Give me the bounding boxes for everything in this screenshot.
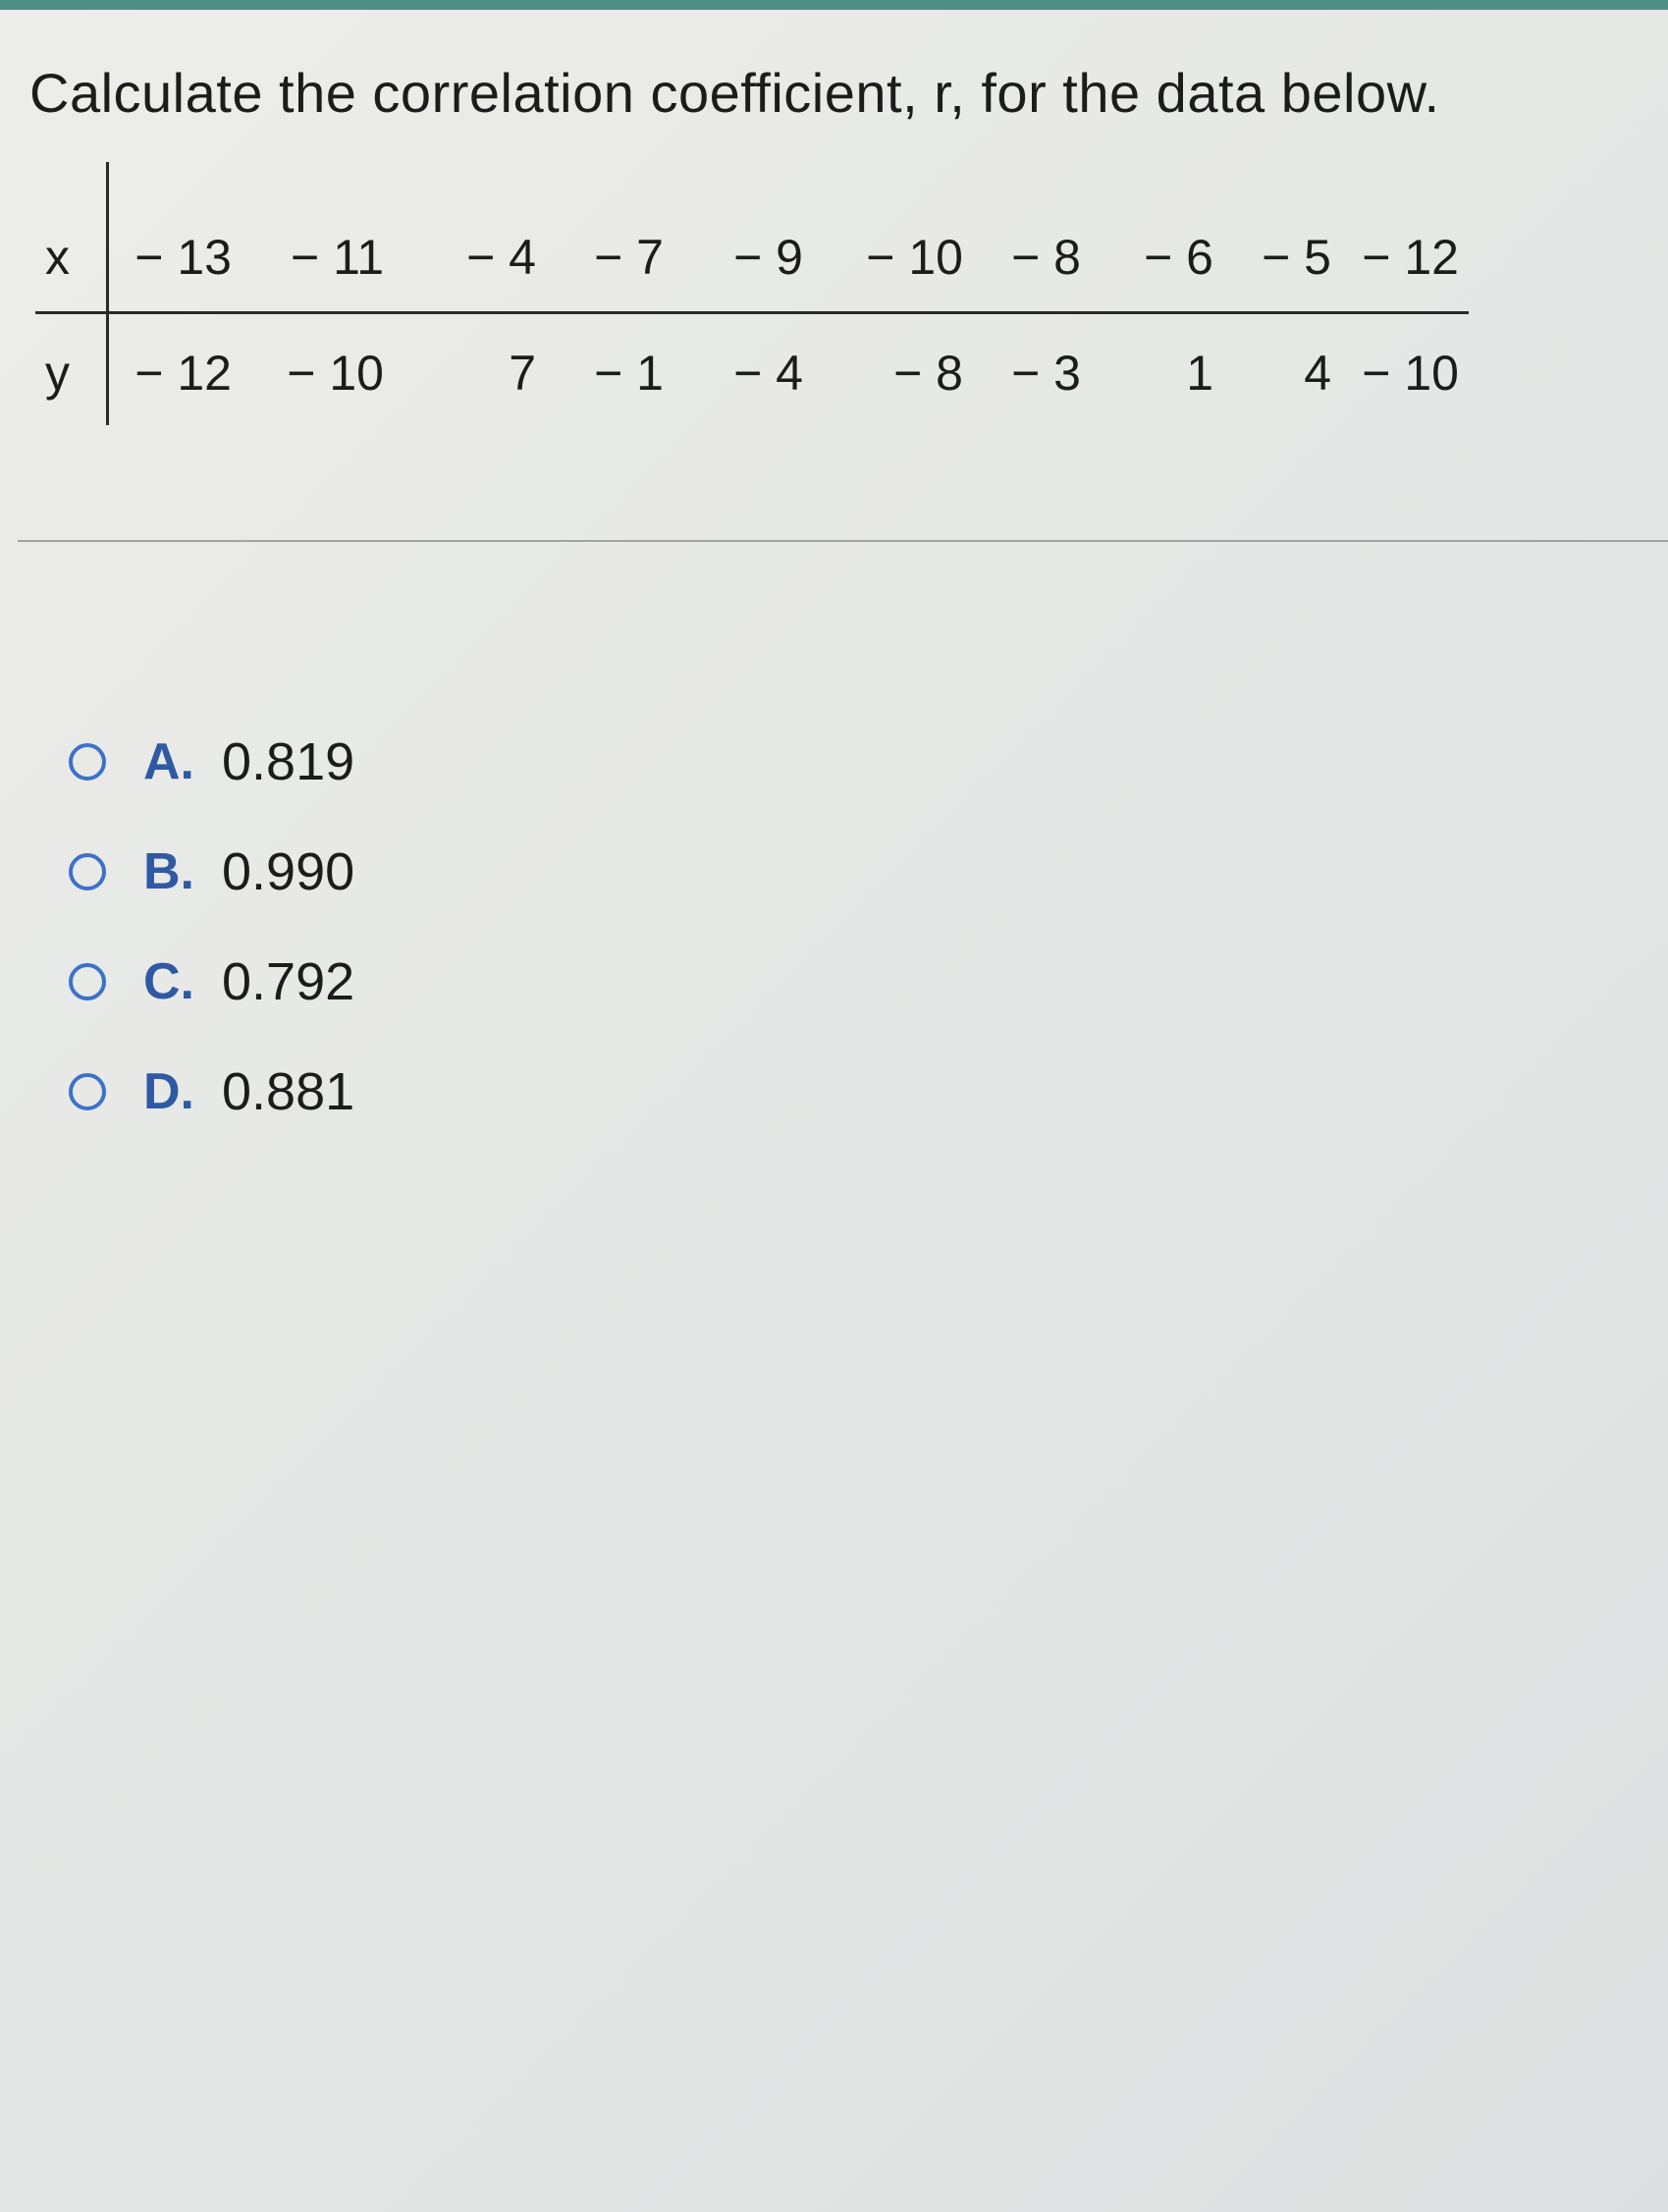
table-horizontal-rule xyxy=(35,311,1469,314)
y-cell: − 4 xyxy=(733,346,803,401)
x-cell: − 7 xyxy=(594,230,664,285)
section-divider xyxy=(18,540,1668,542)
x-cell: − 12 xyxy=(1362,230,1459,285)
x-label: x xyxy=(45,230,70,285)
x-cell: − 9 xyxy=(733,230,803,285)
option-letter: B. xyxy=(143,843,194,900)
option-a[interactable] xyxy=(69,707,354,817)
x-cell: − 6 xyxy=(1144,230,1213,285)
radio-button-icon[interactable] xyxy=(69,853,106,890)
x-cell: − 11 xyxy=(291,230,384,285)
y-cell: − 10 xyxy=(287,346,384,401)
x-cell: − 4 xyxy=(466,230,536,285)
option-letter: A. xyxy=(143,733,194,790)
y-cell: − 3 xyxy=(1011,346,1081,401)
top-accent-bar xyxy=(0,0,1668,10)
y-cell: − 8 xyxy=(893,346,963,401)
y-cell: − 12 xyxy=(135,346,232,401)
x-cell: − 8 xyxy=(1011,230,1081,285)
question-text: Calculate the correlation coefficient, r, for the data below. xyxy=(29,62,1440,124)
option-value: 0.792 xyxy=(222,952,355,1011)
option-b[interactable] xyxy=(69,817,354,927)
y-cell: 1 xyxy=(1186,346,1213,401)
option-d[interactable] xyxy=(69,1037,354,1147)
option-letter: C. xyxy=(143,953,194,1010)
option-value: 0.990 xyxy=(222,842,355,901)
y-cell: 4 xyxy=(1304,346,1331,401)
answer-options xyxy=(69,707,354,1147)
data-table xyxy=(35,201,1469,425)
radio-button-icon[interactable] xyxy=(69,963,106,1000)
option-letter: D. xyxy=(143,1063,194,1120)
option-value: 0.881 xyxy=(222,1062,355,1121)
y-cell: − 10 xyxy=(1362,346,1459,401)
y-cell: − 1 xyxy=(594,346,664,401)
x-cell: − 13 xyxy=(135,230,232,285)
radio-button-icon[interactable] xyxy=(69,743,106,781)
x-cell: − 5 xyxy=(1262,230,1331,285)
radio-button-icon[interactable] xyxy=(69,1073,106,1110)
option-c[interactable] xyxy=(69,927,354,1037)
x-row xyxy=(35,201,1469,309)
option-value: 0.819 xyxy=(222,732,355,791)
y-cell: 7 xyxy=(509,346,536,401)
x-cell: − 10 xyxy=(866,230,963,285)
y-row xyxy=(35,317,1469,425)
y-label: y xyxy=(45,346,70,401)
